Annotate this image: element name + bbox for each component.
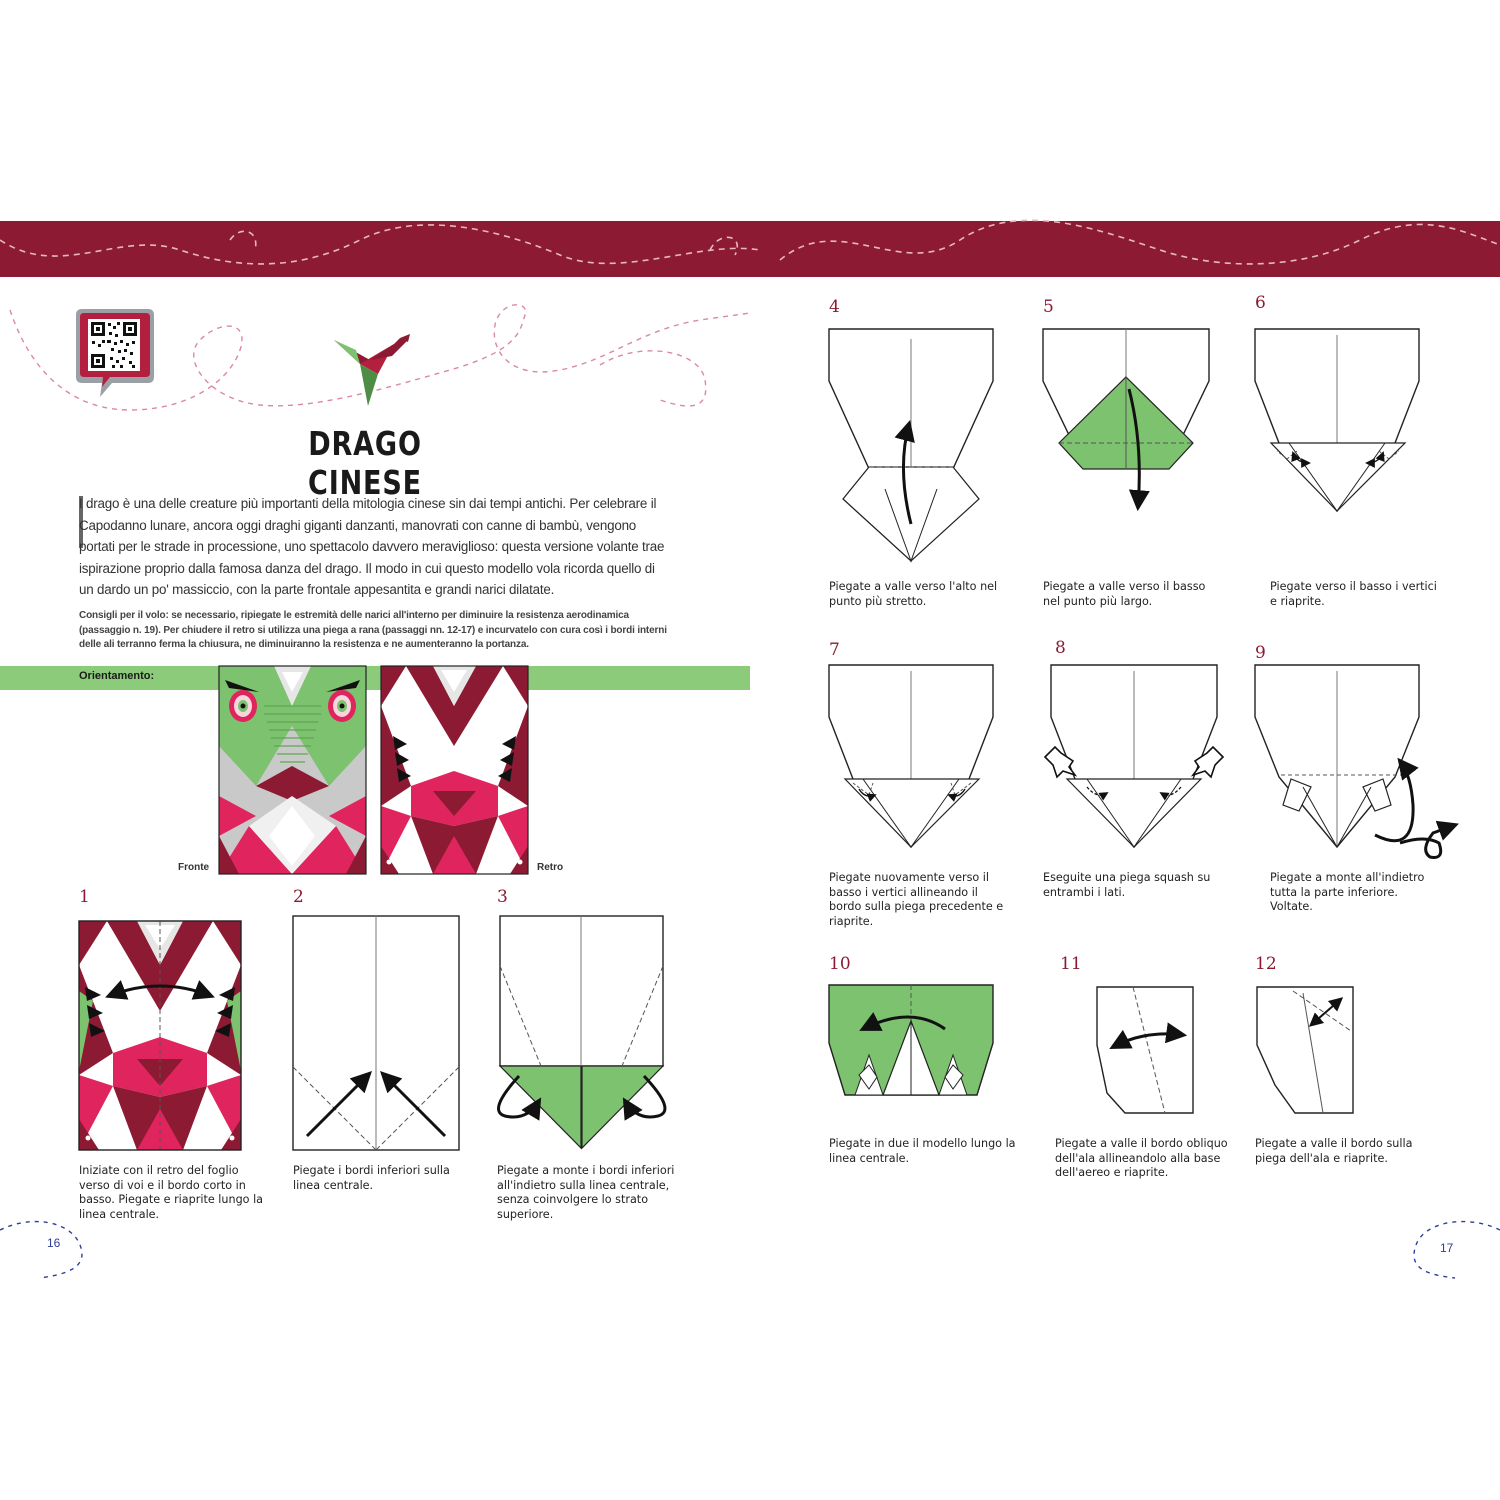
step-8-diagram: [1043, 665, 1225, 850]
step-1-diagram: [79, 921, 241, 1150]
step-7-caption: Piegate nuovamente verso il basso i vertici allineando il bordo sulla piega precedente e riaprite.: [829, 871, 1004, 928]
page-number-right: 17: [1440, 1241, 1454, 1255]
page-title: DRAGO CINESE: [308, 424, 422, 502]
step-12-caption: Piegate a valle il bordo sulla piega dell'ala e riaprite.: [1255, 1137, 1413, 1165]
step-6-number: 6: [1255, 293, 1266, 313]
step-2-number: 2: [293, 887, 304, 907]
step-7-diagram: [829, 665, 995, 850]
step-9-diagram: [1255, 665, 1465, 865]
step-12-number: 12: [1255, 954, 1277, 974]
flight-tips: Consigli per il volo: se necessario, ripiegate le estremità delle narici all'interno per diminuire la resistenza aerodinamica (passaggio n. 19). Per chiudere il retro si utilizza una piega a rana (passaggi nn. 12-17) e incurvatelo con cura così i bordi interni delle ali terranno ferma la chiusura, ne diminuiranno la resistenza e ne aumenteranno la portanza.: [79, 610, 667, 650]
step-3-number: 3: [497, 887, 508, 907]
step-7-number: 7: [829, 640, 840, 660]
qr-code-icon: [74, 307, 156, 399]
step-4-number: 4: [829, 297, 840, 317]
step-10-number: 10: [829, 954, 851, 974]
origami-bird-icon: [330, 330, 430, 410]
step-4-diagram: [829, 329, 995, 564]
orientation-label: Orientamento:: [79, 670, 155, 682]
front-label: Fronte: [178, 862, 210, 873]
step-12-diagram: [1255, 985, 1357, 1117]
step-9-caption: Piegate a monte all'indietro tutta la parte inferiore. Voltate.: [1270, 871, 1425, 914]
step-2-diagram: [293, 916, 459, 1150]
step-5-number: 5: [1043, 297, 1054, 317]
back-label: Retro: [537, 862, 564, 873]
top-banner: [0, 221, 1500, 277]
step-9-number: 9: [1255, 643, 1266, 663]
paper-front-illustration: [219, 666, 366, 874]
step-4-caption: Piegate a valle verso l'alto nel punto più stretto.: [829, 580, 998, 608]
step-6-caption: Piegate verso il basso i vertici e riaprite.: [1270, 580, 1437, 608]
step-3-caption: Piegate a monte i bordi inferiori all'indietro sulla linea centrale, senza coinvolgere lo strato superiore.: [497, 1164, 675, 1221]
step-11-number: 11: [1060, 954, 1082, 974]
intro-paragraph: I drago è una delle creature più importanti della mitologia cinese sin dai tempi antichi. Per celebrare il Capodanno lunare, ancora oggi draghi giganti danzanti, manovrati con canne di bambù, vengono portati per le strade in processione, uno spettacolo davvero meraviglioso: questa versione volante trae ispirazione proprio dalla famosa danza del drago. Il modo in cui questo modello vola ricorda quello di un dardo un po' massiccio, con la parte frontale appesantita e grandi narici dilatate.: [79, 496, 665, 597]
step-8-number: 8: [1055, 638, 1066, 658]
step-6-diagram: [1255, 329, 1421, 514]
step-11-diagram: [1095, 985, 1197, 1117]
step-11-caption: Piegate a valle il bordo obliquo dell'ala allineandolo alla base dell'aereo e riaprite.: [1055, 1137, 1228, 1180]
step-1-caption: Iniziate con il retro del foglio verso di voi e il bordo corto in basso. Piegate e riaprite lungo la linea centrale.: [79, 1164, 264, 1221]
step-1-number: 1: [79, 887, 90, 907]
step-8-caption: Eseguite una piega squash su entrambi i lati.: [1043, 871, 1211, 899]
step-5-caption: Piegate a valle verso il basso nel punto più largo.: [1043, 580, 1206, 608]
step-10-caption: Piegate in due il modello lungo la linea centrale.: [829, 1137, 1016, 1165]
step-2-caption: Piegate i bordi inferiori sulla linea centrale.: [293, 1164, 450, 1192]
step-10-diagram: [829, 985, 995, 1100]
qr-code-badge[interactable]: [74, 307, 156, 399]
page-number-left: 16: [47, 1236, 61, 1250]
paper-back-illustration: [381, 666, 528, 874]
step-3-diagram: [497, 916, 677, 1150]
step-5-diagram: [1043, 329, 1211, 514]
